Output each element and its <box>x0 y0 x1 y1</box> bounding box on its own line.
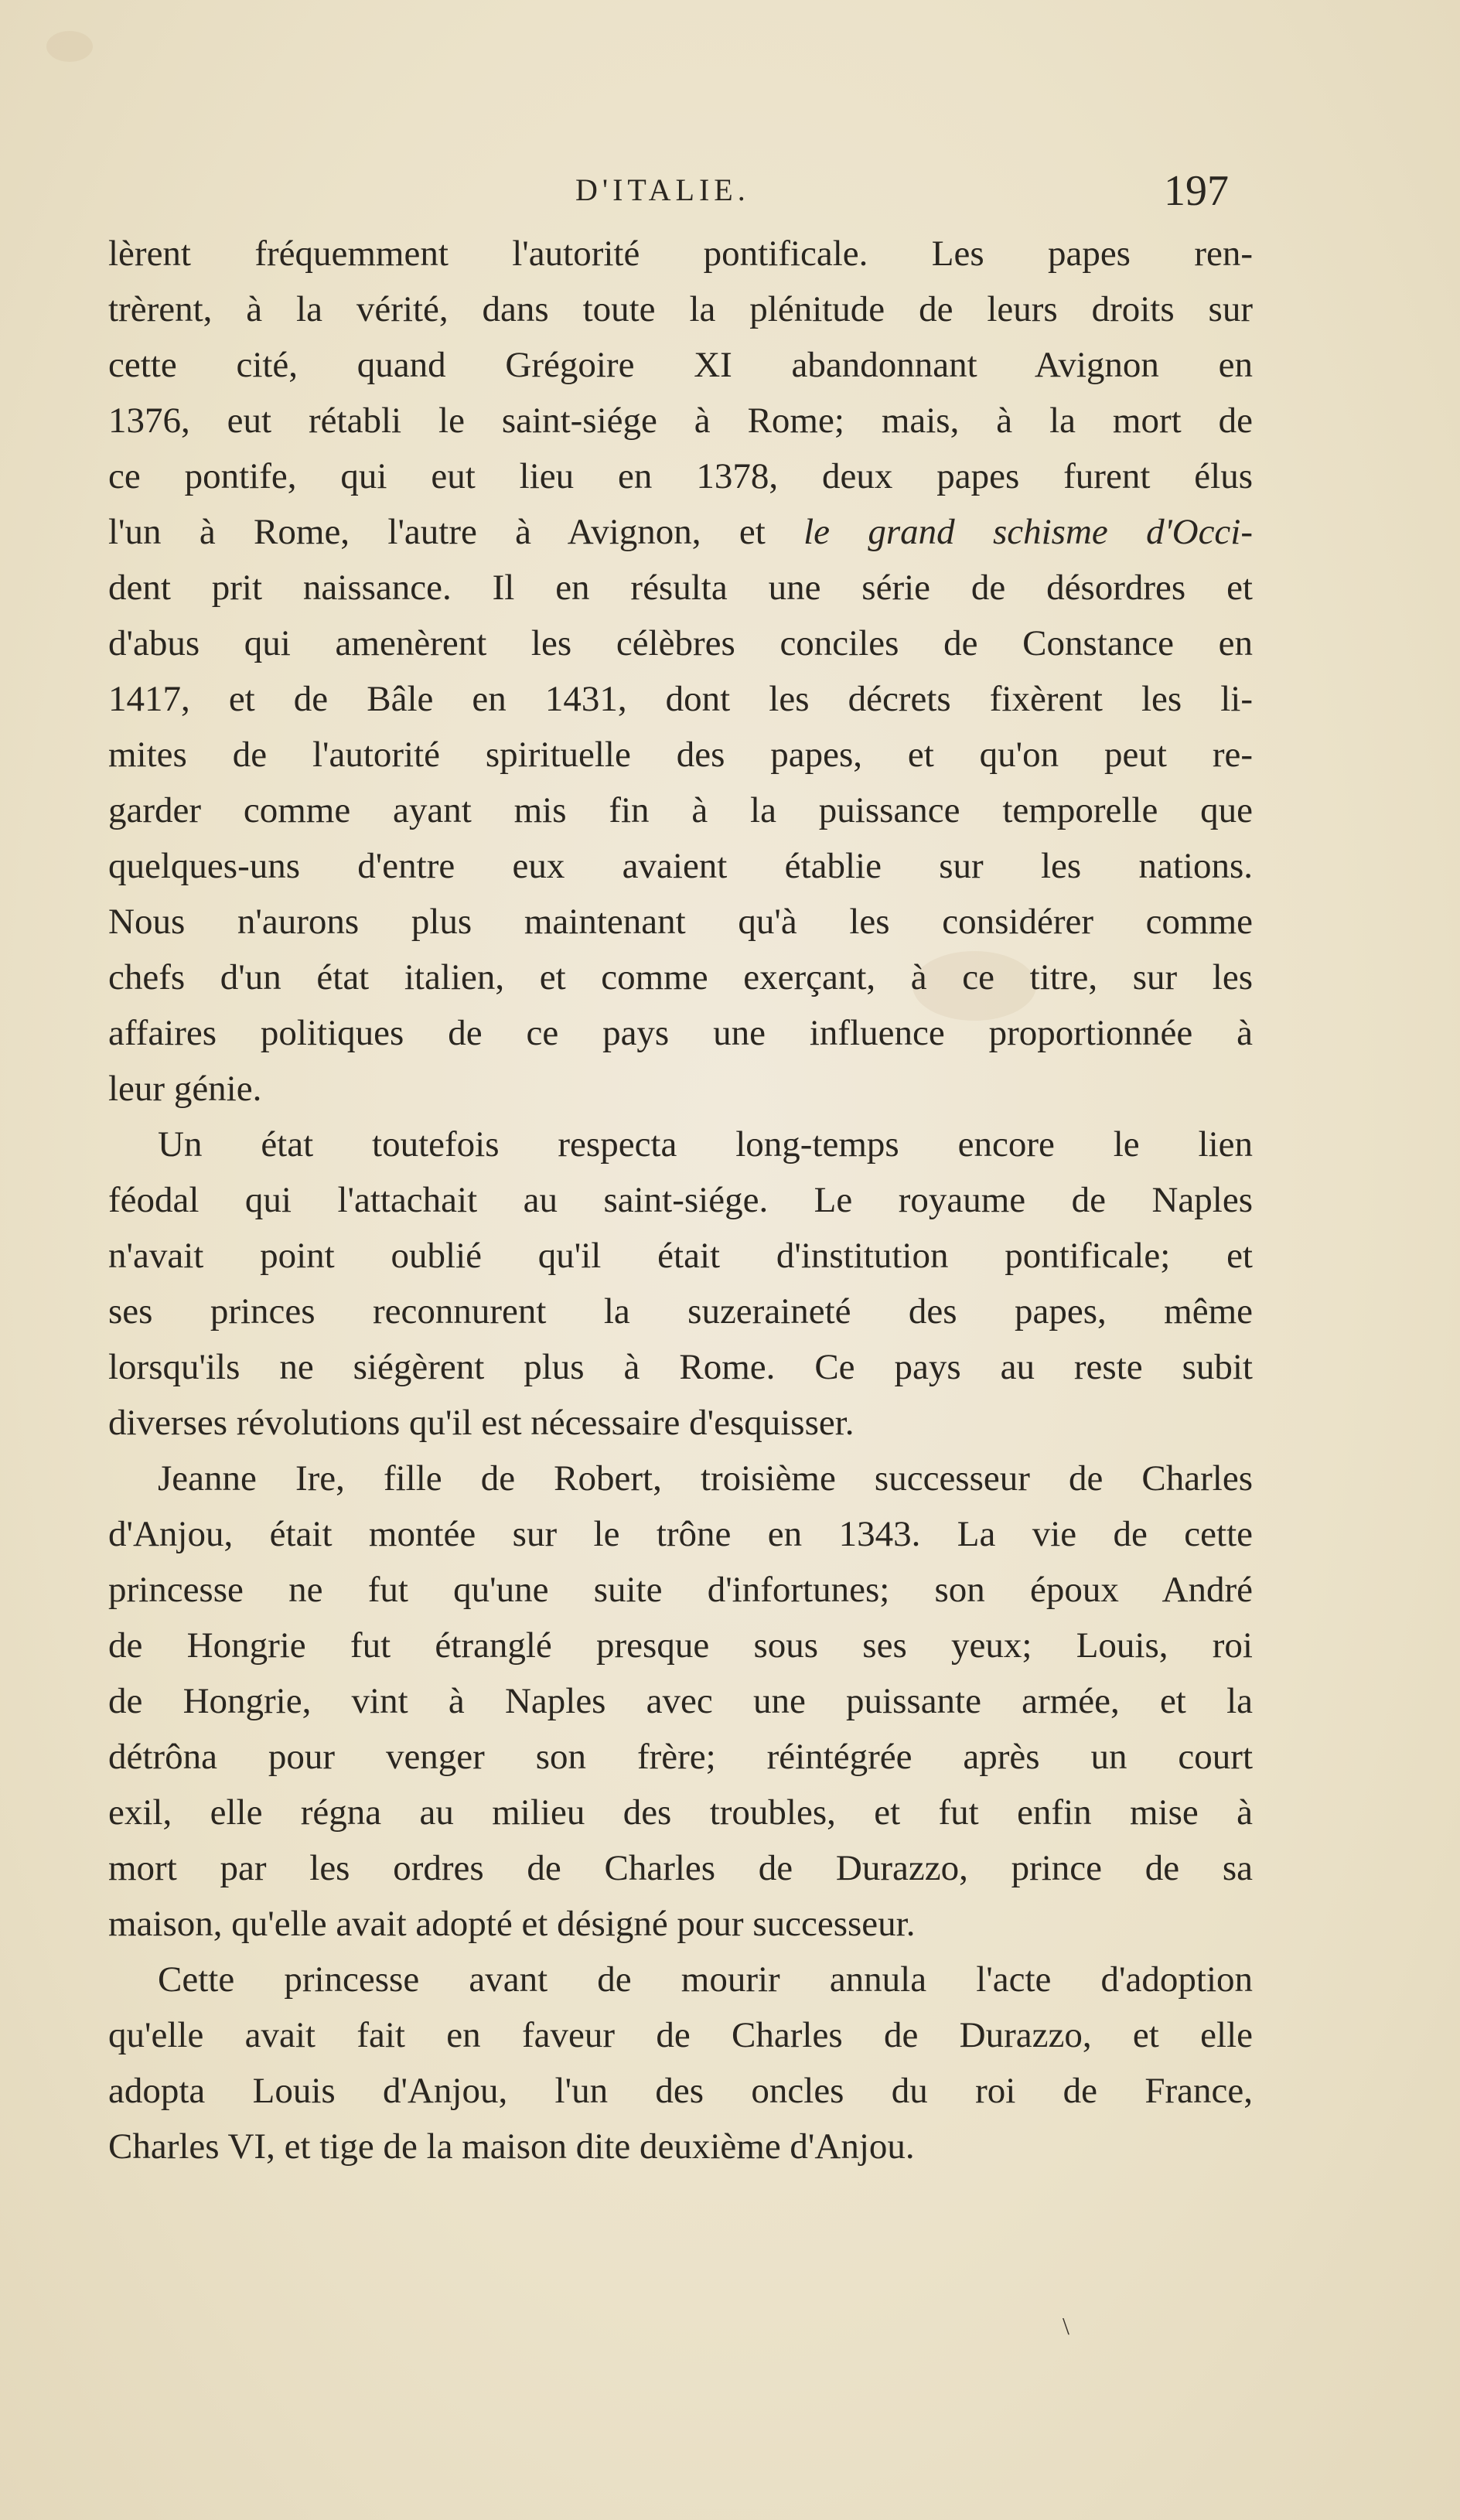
text-line: lèrent fréquemment l'autorité pontificale. Les papes ren- <box>108 234 1253 274</box>
paper-stain <box>46 31 93 62</box>
text-line: Jeanne Ire, fille de Robert, troisième successeur de Charles <box>158 1458 1253 1499</box>
text-line: exil, elle régna au milieu des troubles, et fut enfin mise à <box>108 1792 1253 1833</box>
page-mark: \ <box>1063 2312 1069 2340</box>
text-line: Nous n'aurons plus maintenant qu'à les considérer comme <box>108 902 1253 942</box>
text-line: garder comme ayant mis fin à la puissance temporelle que <box>108 790 1253 830</box>
text-line: chefs d'un état italien, et comme exerçant, à ce titre, sur les <box>108 957 1253 997</box>
text-line: Cette princesse avant de mourir annula l'acte d'adoption <box>158 1959 1253 2000</box>
running-head: D'ITALIE. <box>575 172 750 207</box>
text-line-with-italic <box>108 504 1253 560</box>
text-line: de Hongrie fut étranglé presque sous ses yeux; Louis, roi <box>108 1625 1253 1666</box>
text-line: détrôna pour venger son frère; réintégrée après un court <box>108 1737 1253 1777</box>
text-line: 1417, et de Bâle en 1431, dont les décrets fixèrent les li- <box>108 679 1253 719</box>
text-line: diverses révolutions qu'il est nécessaire d'esquisser. <box>108 1403 855 1443</box>
text-line: lorsqu'ils ne siégèrent plus à Rome. Ce pays au reste subit <box>108 1347 1253 1387</box>
text-line: trèrent, à la vérité, dans toute la plénitude de leurs droits sur <box>108 289 1253 329</box>
text-line: affaires politiques de ce pays une influence proportionnée à <box>108 1013 1253 1053</box>
text-line: 1376, eut rétabli le saint-siége à Rome; mais, à la mort de <box>108 401 1253 441</box>
text-line: quelques-uns d'entre eux avaient établie sur les nations. <box>108 846 1253 886</box>
text-line: ses princes reconnurent la suzeraineté des papes, même <box>108 1291 1253 1332</box>
italic-phrase: le grand schisme d'Occi- <box>803 512 1254 552</box>
text-line: qu'elle avait fait en faveur de Charles de Durazzo, et elle <box>108 2015 1253 2055</box>
text-line: féodal qui l'attachait au saint-siége. Le royaume de Naples <box>108 1180 1253 1220</box>
text-line: de Hongrie, vint à Naples avec une puissante armée, et la <box>108 1681 1253 1721</box>
text-segment: l'un à Rome, l'autre à Avignon, et <box>108 512 766 552</box>
text-line: mort par les ordres de Charles de Durazzo, prince de sa <box>108 1848 1253 1888</box>
text-line: princesse ne fut qu'une suite d'infortunes; son époux André <box>108 1570 1253 1610</box>
text-line: dent prit naissance. Il en résulta une série de désordres et <box>108 568 1253 608</box>
page-number: 197 <box>1164 167 1229 215</box>
text-line: n'avait point oublié qu'il était d'institution pontificale; et <box>108 1236 1253 1276</box>
text-line: adopta Louis d'Anjou, l'un des oncles du roi de France, <box>108 2071 1253 2111</box>
text-line: Un état toutefois respecta long-temps encore le lien <box>158 1124 1253 1165</box>
text-line: Charles VI, et tige de la maison dite deuxième d'Anjou. <box>108 2126 915 2167</box>
text-line: d'abus qui amenèrent les célèbres conciles de Constance en <box>108 623 1253 663</box>
text-line: cette cité, quand Grégoire XI abandonnant Avignon en <box>108 345 1253 385</box>
text-line: ce pontife, qui eut lieu en 1378, deux papes furent élus <box>108 456 1253 496</box>
text-line: leur génie. <box>108 1069 262 1109</box>
body-text <box>108 226 1253 2174</box>
text-line: mites de l'autorité spirituelle des papes, et qu'on peut re- <box>108 735 1253 775</box>
text-line: d'Anjou, était montée sur le trône en 1343. La vie de cette <box>108 1514 1253 1554</box>
text-line: maison, qu'elle avait adopté et désigné pour successeur. <box>108 1904 916 1944</box>
